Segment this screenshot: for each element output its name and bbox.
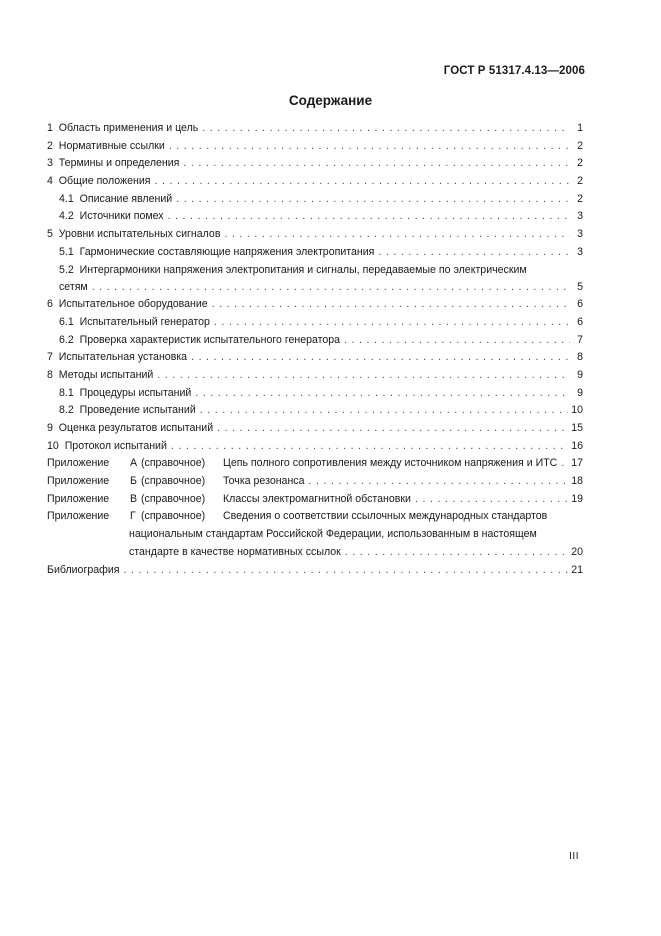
- toc-entry-number: 2: [47, 139, 53, 152]
- toc-entry-number: 5: [47, 228, 53, 241]
- leader-dots: [202, 120, 570, 138]
- toc-entry-page: 3: [577, 210, 583, 223]
- toc-entry-page: 21: [571, 563, 583, 576]
- leader-dots: [217, 420, 568, 438]
- toc-entry[interactable]: [47, 120, 583, 138]
- toc-entry-number: 6: [47, 298, 53, 311]
- appendix-word: Приложение: [47, 510, 110, 523]
- leader-dots: [155, 173, 570, 191]
- toc-entry-page: 6: [577, 298, 583, 311]
- toc-entry-title: Уровни испытательных сигналов: [58, 228, 221, 241]
- toc-entry-number: 1: [47, 122, 53, 134]
- toc-entry-number: 9: [47, 422, 53, 434]
- toc-entry-number: 4.2: [59, 210, 74, 223]
- toc-entry-page: 1: [577, 122, 583, 134]
- leader-dots: [344, 332, 570, 350]
- toc-entry-page: 9: [577, 368, 583, 381]
- toc-entry-title: Процедуры испытаний: [79, 386, 192, 399]
- toc-entry[interactable]: [47, 155, 583, 173]
- toc-subentry[interactable]: [47, 385, 583, 403]
- table-of-contents: [47, 120, 583, 579]
- appendix-letter: Б: [130, 475, 137, 488]
- toc-subentry[interactable]: [47, 314, 583, 332]
- toc-entry-page: 20: [571, 545, 583, 558]
- toc-entry[interactable]: [47, 296, 583, 314]
- toc-entry-page: 8: [577, 351, 583, 364]
- leader-dots: [378, 244, 570, 262]
- toc-entry-number: 4.1: [59, 192, 74, 205]
- appendix-title-continued: национальным стандартам Российской Федерации, использованным в настоящем: [129, 528, 537, 541]
- toc-entry-number: 5.2: [59, 263, 74, 276]
- toc-entry-title: Термины и определения: [58, 157, 180, 170]
- leader-dots: [561, 455, 568, 473]
- toc-entry-title: Гармонические составляющие напряжения электропитания: [79, 245, 375, 258]
- appendix-word: Приложение: [47, 492, 110, 505]
- toc-entry-number: 5.1: [59, 245, 74, 258]
- appendix-letter: Г: [130, 510, 136, 523]
- leader-dots: [123, 562, 568, 580]
- toc-title: Содержание: [288, 93, 373, 108]
- document-code: ГОСТ Р 51317.4.13—2006: [443, 65, 585, 77]
- toc-entry-title-continued: сетям: [59, 280, 88, 293]
- appendix-kind: (справочное): [141, 510, 206, 523]
- toc-entry-page: 2: [577, 192, 583, 205]
- toc-subentry-continuation[interactable]: [47, 279, 583, 297]
- appendix-letter: А: [130, 457, 138, 470]
- toc-appendix[interactable]: [47, 473, 583, 491]
- toc-entry-page: 17: [571, 457, 583, 470]
- toc-entry-page: 10: [571, 404, 583, 417]
- page-number: III: [569, 851, 579, 862]
- leader-dots: [92, 279, 570, 297]
- toc-entry[interactable]: [47, 226, 583, 244]
- appendix-word: Приложение: [47, 475, 110, 488]
- bibliography-title: Библиография: [47, 563, 120, 576]
- leader-dots: [191, 349, 570, 367]
- toc-appendix[interactable]: [47, 508, 583, 561]
- toc-entry-number: 7: [47, 351, 53, 364]
- toc-entry-page: 2: [577, 175, 583, 188]
- leader-dots: [212, 296, 570, 314]
- toc-entry-page: 2: [577, 157, 583, 170]
- leader-dots: [157, 367, 570, 385]
- toc-subentry[interactable]: [47, 244, 583, 262]
- toc-entry-title: Оценка результатов испытаний: [58, 422, 214, 434]
- leader-dots: [169, 138, 570, 156]
- leader-dots: [309, 473, 569, 491]
- appendix-title-continued: стандарте в качестве нормативных ссылок: [129, 545, 341, 558]
- leader-dots: [183, 155, 570, 173]
- toc-entry-title: Область применения и цель: [58, 122, 199, 134]
- toc-entry[interactable]: [47, 420, 583, 438]
- leader-dots: [214, 314, 570, 332]
- appendix-kind: (справочное): [141, 492, 206, 505]
- toc-entry-title: Испытательное оборудование: [58, 298, 208, 311]
- toc-entry-title: Испытательная установка: [58, 351, 188, 364]
- leader-dots: [171, 438, 568, 456]
- appendix-kind: (справочное): [141, 457, 206, 470]
- toc-entry-page: 5: [577, 280, 583, 293]
- toc-entry-page: 7: [577, 333, 583, 346]
- toc-entry-page: 9: [577, 386, 583, 399]
- toc-bibliography[interactable]: [47, 562, 583, 580]
- toc-appendix[interactable]: [47, 455, 583, 473]
- toc-entry-number: 8.1: [59, 386, 74, 399]
- toc-subentry[interactable]: [47, 208, 583, 226]
- toc-subentry[interactable]: [47, 332, 583, 350]
- toc-subentry[interactable]: [47, 262, 583, 279]
- toc-entry-number: 3: [47, 157, 53, 170]
- appendix-letter: В: [130, 492, 138, 505]
- leader-dots: [415, 491, 568, 509]
- toc-entry[interactable]: [47, 438, 583, 456]
- appendix-title: Точка резонанса: [223, 475, 305, 488]
- toc-entry-page: 3: [577, 245, 583, 258]
- toc-entry-number: 8.2: [59, 404, 74, 417]
- toc-entry-title: Проведение испытаний: [79, 404, 196, 417]
- toc-entry-title: Общие положения: [58, 175, 151, 188]
- toc-entry-number: 8: [47, 368, 53, 381]
- toc-entry-title: Проверка характеристик испытательного генератора: [79, 333, 341, 346]
- toc-entry-page: 19: [571, 492, 583, 505]
- appendix-title: Цепь полного сопротивления между источником напряжения и ИТС: [223, 457, 558, 470]
- appendix-title: Классы электромагнитной обстановки: [223, 492, 411, 505]
- leader-dots: [176, 191, 570, 209]
- leader-dots: [168, 208, 570, 226]
- leader-dots: [345, 544, 568, 562]
- leader-dots: [195, 385, 570, 403]
- toc-entry[interactable]: [47, 138, 583, 156]
- appendix-word: Приложение: [47, 457, 110, 470]
- toc-entry[interactable]: [47, 367, 583, 385]
- leader-dots: [224, 226, 570, 244]
- toc-entry-number: 10: [47, 439, 59, 452]
- toc-entry-page: 3: [577, 228, 583, 241]
- toc-entry-title: Испытательный генератор: [79, 315, 210, 328]
- toc-entry-page: 6: [577, 315, 583, 328]
- toc-entry-title: Нормативные ссылки: [58, 139, 165, 152]
- toc-entry[interactable]: [47, 173, 583, 191]
- toc-entry[interactable]: [47, 349, 583, 367]
- appendix-title: Сведения о соответствии ссылочных международных стандартов: [223, 510, 548, 523]
- toc-entry-title: Источники помех: [79, 210, 164, 223]
- toc-subentry[interactable]: [47, 402, 583, 420]
- toc-entry-number: 6.1: [59, 315, 74, 328]
- toc-entry-title: Методы испытаний: [58, 368, 154, 381]
- toc-entry-page: 2: [577, 139, 583, 152]
- toc-appendix[interactable]: [47, 491, 583, 509]
- leader-dots: [200, 402, 568, 420]
- toc-subentry[interactable]: [47, 191, 583, 209]
- toc-entry-title: Интергармоники напряжения электропитания и сигналы, передаваемые по электрическим: [79, 263, 527, 276]
- toc-entry-title: Протокол испытаний: [64, 439, 167, 452]
- toc-entry-number: 6.2: [59, 333, 74, 346]
- toc-entry-title: Описание явлений: [79, 192, 173, 205]
- toc-entry-page: 18: [571, 475, 583, 488]
- appendix-kind: (справочное): [141, 475, 206, 488]
- toc-entry-page: 16: [571, 439, 583, 452]
- toc-entry-number: 4: [47, 175, 53, 188]
- toc-entry-page: 15: [571, 422, 583, 434]
